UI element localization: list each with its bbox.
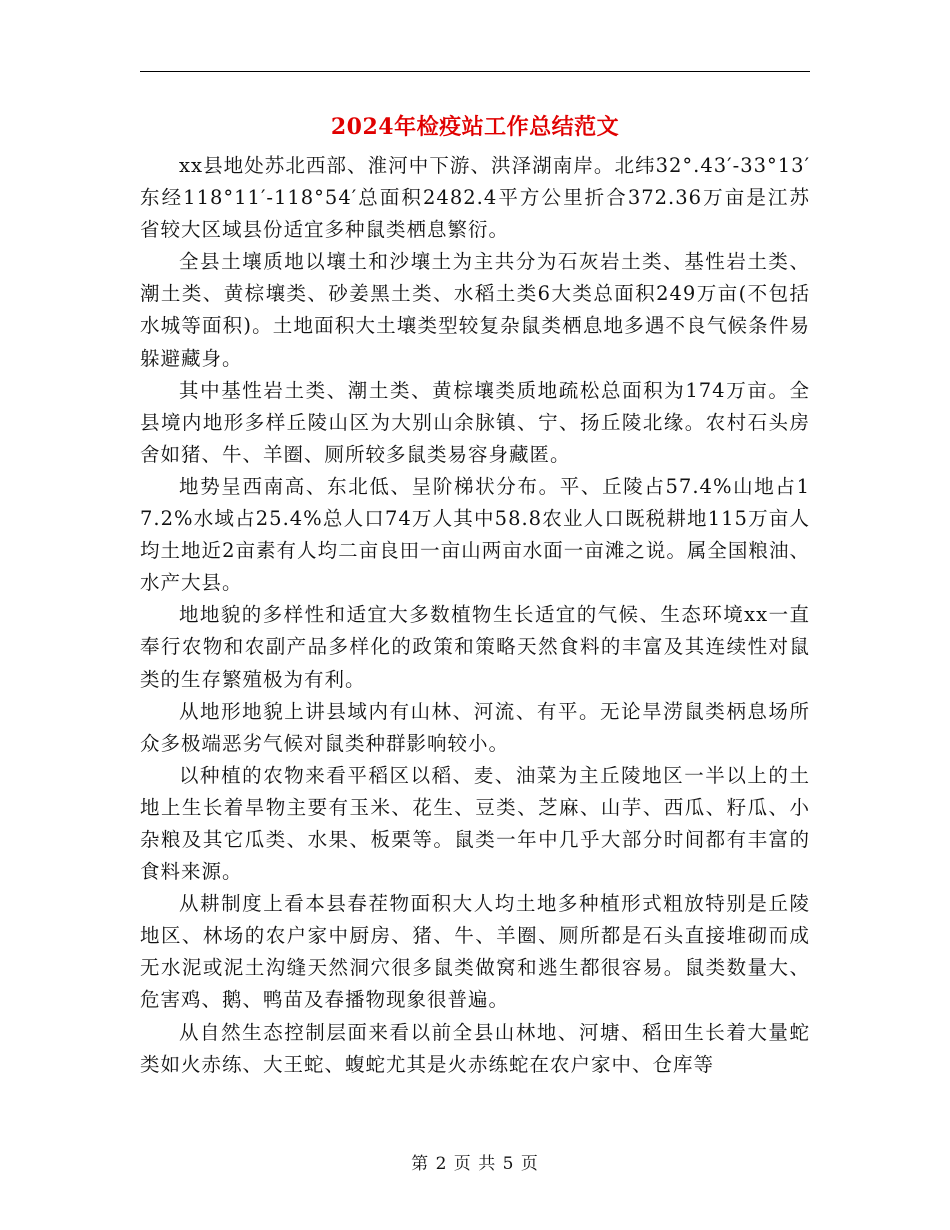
paragraph-7: 以种植的农物来看平稻区以稻、麦、油菜为主丘陵地区一半以上的土地上生长着旱物主要有玉米、花生、豆类、芝麻、山芋、西瓜、籽瓜、小杂粮及其它瓜类、水果、板栗等。鼠类一年中几乎大部分时间都有丰富的食料来源。 — [140, 763, 810, 884]
document-body — [140, 150, 810, 1081]
paragraph-3: 其中基性岩土类、潮土类、黄棕壤类质地疏松总面积为174万亩。全县境内地形多样丘陵山区为大别山余脉镇、宁、扬丘陵北缘。农村石头房舍如猪、牛、羊圈、厕所较多鼠类易容身藏匿。 — [140, 378, 810, 466]
page-number: 第 2 页 共 5 页 — [411, 1154, 539, 1174]
paragraph-8: 从耕制度上看本县春茬物面积大人均土地多种植形式粗放特别是丘陵地区、林场的农户家中厨房、猪、牛、羊圈、厕所都是石头直接堆砌而成无水泥或泥土沟缝天然洞穴很多鼠类做窝和逃生都很容易。鼠类数量大、危害鸡、鹅、鸭苗及春播物现象很普遍。 — [140, 892, 810, 1012]
paragraph-2: 全县土壤质地以壤土和沙壤土为主共分为石灰岩土类、基性岩土类、潮土类、黄棕壤类、砂姜黑土类、水稻土类6大类总面积249万亩(不包括水城等面积)。土地面积大土壤类型较复杂鼠类栖息地多遇不良气候条件易躲避藏身。 — [140, 250, 810, 370]
paragraph-5: 地地貌的多样性和适宜大多数植物生长适宜的气候、生态环境xx一直奉行农物和农副产品多样化的政策和策略天然食料的丰富及其连续性对鼠类的生存繁殖极为有利。 — [140, 603, 810, 691]
paragraph-1: xx县地处苏北西部、淮河中下游、洪泽湖南岸。北纬32°.43′-33°13′东经118°11′-118°54′总面积2482.4平方公里折合372.36万亩是江苏省较大区域县份适宜多种鼠类栖息繁衍。 — [140, 154, 810, 242]
header-rule — [140, 71, 810, 72]
paragraph-4: 地势呈西南高、东北低、呈阶梯状分布。平、丘陵占57.4%山地占17.2%水域占25.4%总人口74万人其中58.8农业人口既税耕地115万亩人均土地近2亩素有人均二亩良田一亩山两亩水面一亩滩之说。属全国粮油、水产大县。 — [140, 474, 810, 595]
document-title: 2024年检疫站工作总结范文 — [330, 114, 620, 140]
paragraph-9: 从自然生态控制层面来看以前全县山林地、河塘、稻田生长着大量蛇类如火赤练、大王蛇、蝮蛇尤其是火赤练蛇在农户家中、仓库等 — [140, 1020, 810, 1076]
paragraph-6: 从地形地貌上讲县域内有山林、河流、有平。无论旱涝鼠类柄息场所众多极端恶劣气候对鼠类种群影响较小。 — [140, 699, 810, 755]
